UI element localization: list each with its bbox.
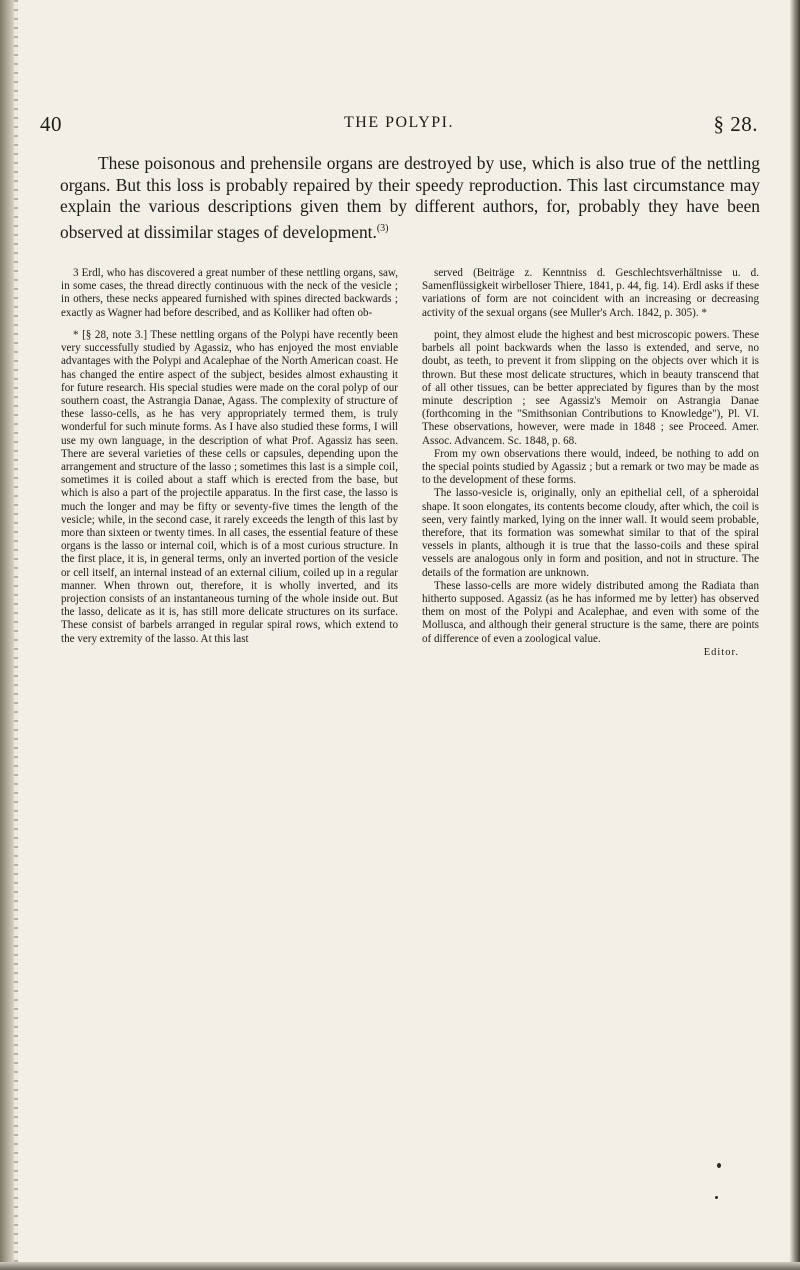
- editor-note-paragraph-4: These lasso-cells are more widely distributed among the Radiata than hitherto supposed. Agassiz (as he has informed me by letter) has observed them on most of the Polypi and Acalephae, and even with some of the Mollusca, and although their general structure is the same, there are points of difference of even a zoological value.: [422, 579, 759, 645]
- editor-note: * [§ 28, note 3.] These nettling organs of the Polypi have recently been very successfully studied by Agassiz, who has enjoyed the most enviable advantages with the Polypi and Acalephae of the North American coast. He has changed the entire aspect of the subject, besides almost exhausting it for future research. His special studies were made on the coral polyp of our southern coast, the Astrangia Danae, Agass. The complexity of structure of these lasso-cells, as he has very appropriately termed them, is truly wonderful for such minute forms. As I have also studied these forms, I will use my own language, in the description of what Prof. Agassiz has seen. There are several varieties of these cells or capsules, depending upon the arrangement and structure of the lasso ; sometimes this last is a simple coil, sometimes it is coiled about a staff which is erected from the base, but which is also a part of the projectile apparatus. In the first case, the lasso is much the longer and may be fifty or seventy-five times the length of the vesicle; while, in the second case, it rarely exceeds the length of this last by more than sixteen or twenty times. In all cases, the essential feature of these organs is the lasso or internal coil, which is of a most curious structure. In the first place, it is, in general terms, only an inverted portion of the vesicle or cell itself, an internal instead of an external cilium, coiled up in a regular manner. When thrown out, therefore, it is wholly inverted, and its projection consists of an instantaneous turning of the whole inside out. But the lasso, delicate as it is, has still more delicate structures on its surface. These consist of barbels arranged in regular spiral rows, which extend to the very extremity of the lasso. At this last: [61, 329, 398, 645]
- editor-note-paragraph-3: The lasso-vesicle is, originally, only an epithelial cell, of a spheroidal shape. It soon elongates, its contents become cloudy, after which, the coil is seen, very faintly marked, lying on the inner wall. It would seem probable, therefore, that its formation was somewhat similar to that of the spiral vessels in plants, although it is true that the lasso-coils and these spiral vessels are analogous only in form and position, and not in structure. The details of the formation are unknown.: [422, 487, 759, 579]
- book-spine-shadow: [0, 0, 14, 1270]
- main-paragraph: [60, 153, 760, 243]
- footnote-marker: (3): [376, 222, 389, 234]
- page-number: 40: [40, 112, 62, 136]
- ink-speck: [715, 1196, 718, 1199]
- main-paragraph-text: These poisonous and prehensile organs are destroyed by use, which is also true of the nettling organs. But this loss is probably repaired by their speedy reproduction. This last circumstance may explain the various descriptions given them by different authors, for, probably they have been observed at dissimilar stages of development.: [60, 153, 760, 242]
- ink-speck: [717, 1163, 721, 1168]
- footnote-column-left: [61, 267, 398, 646]
- section-reference: § 28.: [713, 112, 758, 136]
- footnote-3-continued: served (Beiträge z. Kenntniss d. Geschlechtsverhältnisse u. d. Samenflüssigkeit wirbelloser Thiere, 1841, p. 44, fig. 14). Erdl asks if these variations of form are not coincident with an increasing or decreasing activity of the sexual organs (see Muller's Arch. 1842, p. 305). *: [422, 267, 759, 319]
- footnote-column-right: [422, 267, 759, 659]
- page-header: [40, 112, 758, 138]
- editor-note-continued: point, they almost elude the highest and best microscopic powers. These barbels all point backwards when the lasso is extended, and serve, no doubt, as teeth, to prevent it from slipping on the objects over which it is thrown. But these most delicate structures, which in beauty transcend that of all other tissues, can be better appreciated by figures than by the most minute description ; see Agassiz's Memoir on Astrangia Danae (forthcoming in the "Smithsonian Contributions to Knowledge"), Pl. VI. These observations, however, were made in 1848 ; see Proceed. Amer. Assoc. Advancem. Sc. 1848, p. 68.: [422, 329, 759, 447]
- book-spine-lines: [14, 0, 18, 1270]
- page-right-edge: [790, 0, 800, 1270]
- editor-note-paragraph-2: From my own observations there would, indeed, be nothing to add on the special points studied by Agassiz ; but a remark or two may be made as to the development of these forms.: [422, 447, 759, 487]
- running-title: THE POLYPI.: [343, 114, 454, 131]
- editor-signature: Editor.: [703, 646, 739, 658]
- page-bottom-edge: [0, 1262, 800, 1270]
- footnote-3: 3 Erdl, who has discovered a great number of these nettling organs, saw, in some cases, the thread directly continuous with the neck of the vesicle ; in others, these necks appeared furnished with spines directed backwards ; exactly as Wagner had before described, and as Kolliker had often ob-: [61, 267, 398, 319]
